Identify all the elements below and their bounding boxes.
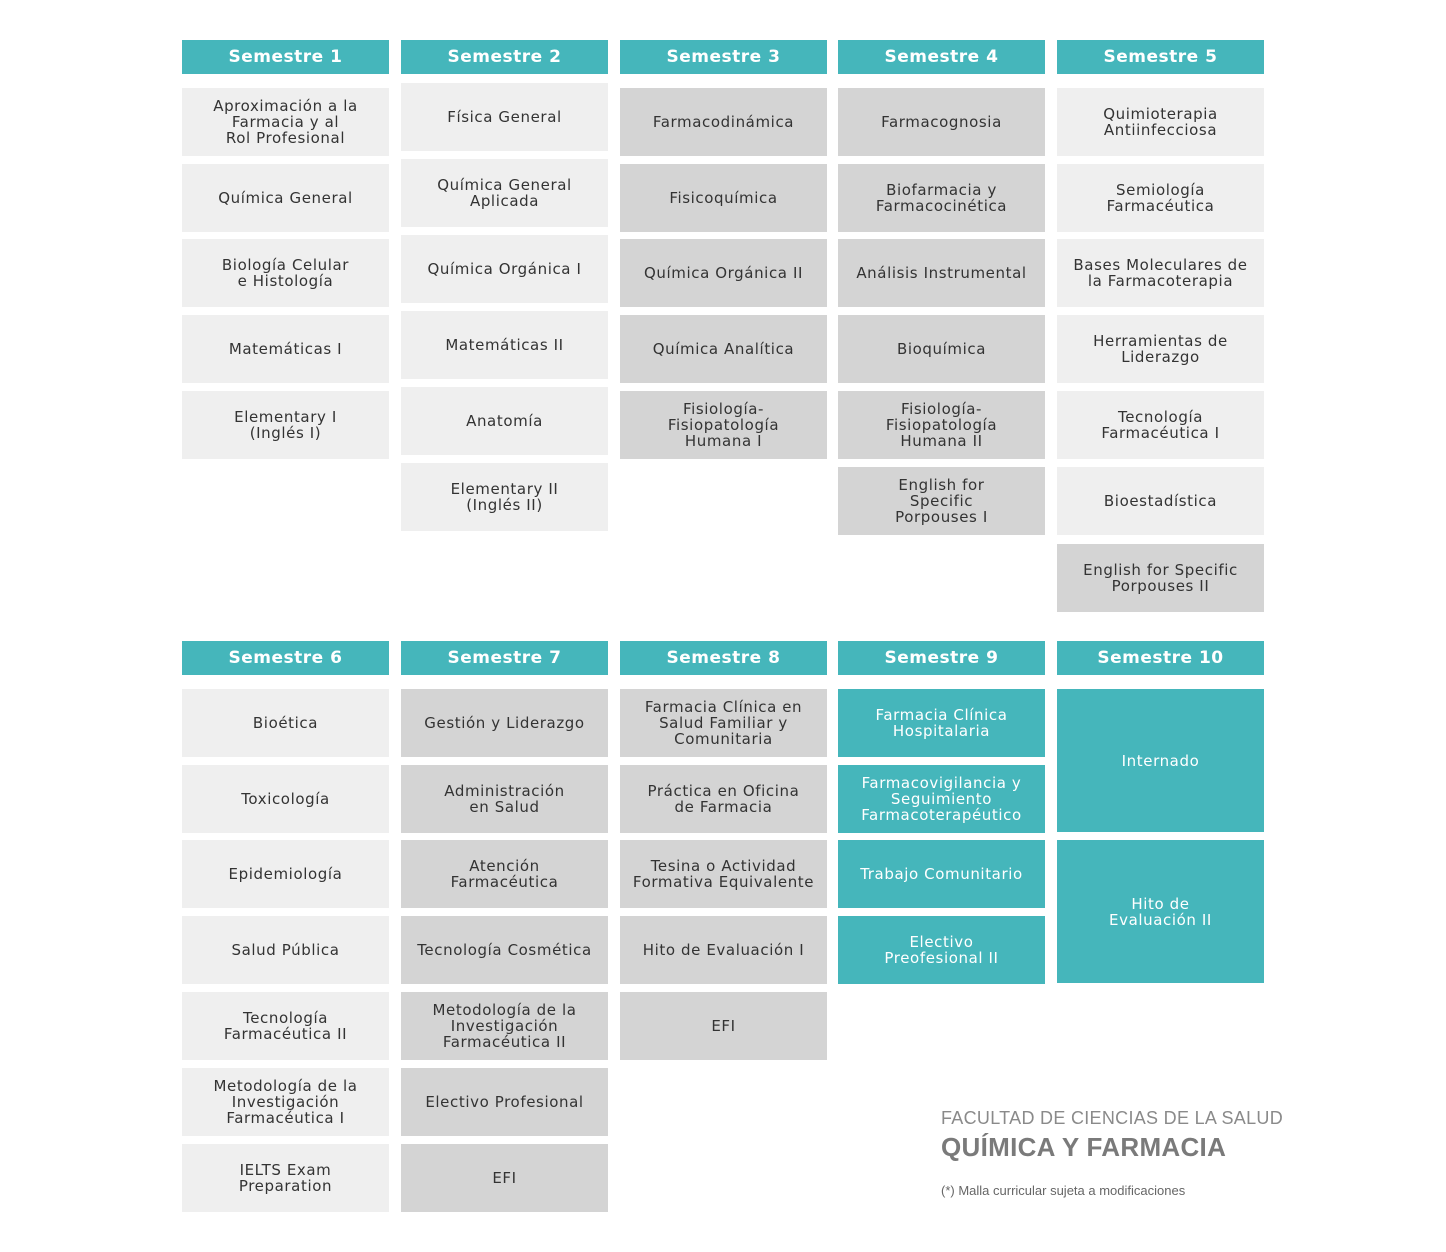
course-cell: Matemáticas I bbox=[182, 315, 389, 383]
course-cell: Química Orgánica I bbox=[401, 235, 608, 303]
course-cell: Elementary II (Inglés II) bbox=[401, 463, 608, 531]
course-cell: Bases Moleculares de la Farmacoterapia bbox=[1057, 239, 1264, 307]
course-cell: Química Analítica bbox=[620, 315, 827, 383]
course-cell: Fisiología- Fisiopatología Humana II bbox=[838, 391, 1045, 459]
semester-header: Semestre 2 bbox=[401, 40, 608, 74]
course-cell: Farmacognosia bbox=[838, 88, 1045, 156]
course-cell: Química Orgánica II bbox=[620, 239, 827, 307]
course-cell: Trabajo Comunitario bbox=[838, 840, 1045, 908]
program-name: QUÍMICA Y FARMACIA bbox=[941, 1132, 1227, 1162]
course-cell: Práctica en Oficina de Farmacia bbox=[620, 765, 827, 833]
course-cell: Metodología de la Investigación Farmacéutica I bbox=[182, 1068, 389, 1136]
disclaimer-note: (*) Malla curricular sujeta a modificaciones bbox=[941, 1183, 1186, 1198]
course-cell: English for Specific Porpouses I bbox=[838, 467, 1045, 535]
course-cell: Gestión y Liderazgo bbox=[401, 689, 608, 757]
faculty-name: FACULTAD DE CIENCIAS DE LA SALUD bbox=[941, 1108, 1284, 1128]
course-cell: EFI bbox=[620, 992, 827, 1060]
course-cell: Salud Pública bbox=[182, 916, 389, 984]
course-cell: Farmacia Clínica en Salud Familiar y Comunitaria bbox=[620, 689, 827, 757]
semester-header: Semestre 4 bbox=[838, 40, 1045, 74]
course-cell: Química General bbox=[182, 164, 389, 232]
semester-header: Semestre 6 bbox=[182, 641, 389, 675]
course-cell: IELTS Exam Preparation bbox=[182, 1144, 389, 1212]
course-cell: Química General Aplicada bbox=[401, 159, 608, 227]
course-cell: Aproximación a la Farmacia y al Rol Profesional bbox=[182, 88, 389, 156]
course-cell: Hito de Evaluación II bbox=[1057, 840, 1264, 983]
course-cell: Fisicoquímica bbox=[620, 164, 827, 232]
semester-header: Semestre 5 bbox=[1057, 40, 1264, 74]
course-cell: Tecnología Farmacéutica II bbox=[182, 992, 389, 1060]
course-cell: Farmacovigilancia y Seguimiento Farmacoterapéutico bbox=[838, 765, 1045, 833]
course-cell: Análisis Instrumental bbox=[838, 239, 1045, 307]
course-cell: Biofarmacia y Farmacocinética bbox=[838, 164, 1045, 232]
course-cell: Anatomía bbox=[401, 387, 608, 455]
course-cell: Electivo Profesional bbox=[401, 1068, 608, 1136]
course-cell: Biología Celular e Histología bbox=[182, 239, 389, 307]
course-cell: Bioética bbox=[182, 689, 389, 757]
semester-header: Semestre 1 bbox=[182, 40, 389, 74]
course-cell: Tesina o Actividad Formativa Equivalente bbox=[620, 840, 827, 908]
footer bbox=[941, 1108, 1283, 1198]
course-cell: Electivo Preofesional II bbox=[838, 916, 1045, 984]
course-cell: Toxicología bbox=[182, 765, 389, 833]
course-cell: Tecnología Farmacéutica I bbox=[1057, 391, 1264, 459]
course-cell: Tecnología Cosmética bbox=[401, 916, 608, 984]
course-cell: Física General bbox=[401, 83, 608, 151]
course-cell: Farmacia Clínica Hospitalaria bbox=[838, 689, 1045, 757]
course-cell: Metodología de la Investigación Farmacéutica II bbox=[401, 992, 608, 1060]
course-cell: Semiología Farmacéutica bbox=[1057, 164, 1264, 232]
course-cell: Matemáticas II bbox=[401, 311, 608, 379]
course-cell: Bioquímica bbox=[838, 315, 1045, 383]
semester-header: Semestre 10 bbox=[1057, 641, 1264, 675]
course-cell: Quimioterapia Antiinfecciosa bbox=[1057, 88, 1264, 156]
course-cell: Hito de Evaluación I bbox=[620, 916, 827, 984]
semester-header: Semestre 7 bbox=[401, 641, 608, 675]
course-cell: Internado bbox=[1057, 689, 1264, 832]
semester-header: Semestre 8 bbox=[620, 641, 827, 675]
course-cell: Herramientas de Liderazgo bbox=[1057, 315, 1264, 383]
course-cell: Fisiología- Fisiopatología Humana I bbox=[620, 391, 827, 459]
course-cell: Atención Farmacéutica bbox=[401, 840, 608, 908]
course-cell: EFI bbox=[401, 1144, 608, 1212]
course-cell: Epidemiología bbox=[182, 840, 389, 908]
semester-header: Semestre 9 bbox=[838, 641, 1045, 675]
course-cell: Elementary I (Inglés I) bbox=[182, 391, 389, 459]
course-cell: Bioestadística bbox=[1057, 467, 1264, 535]
course-cell: English for Specific Porpouses II bbox=[1057, 544, 1264, 612]
course-cell: Farmacodinámica bbox=[620, 88, 827, 156]
semester-header: Semestre 3 bbox=[620, 40, 827, 74]
course-cell: Administración en Salud bbox=[401, 765, 608, 833]
